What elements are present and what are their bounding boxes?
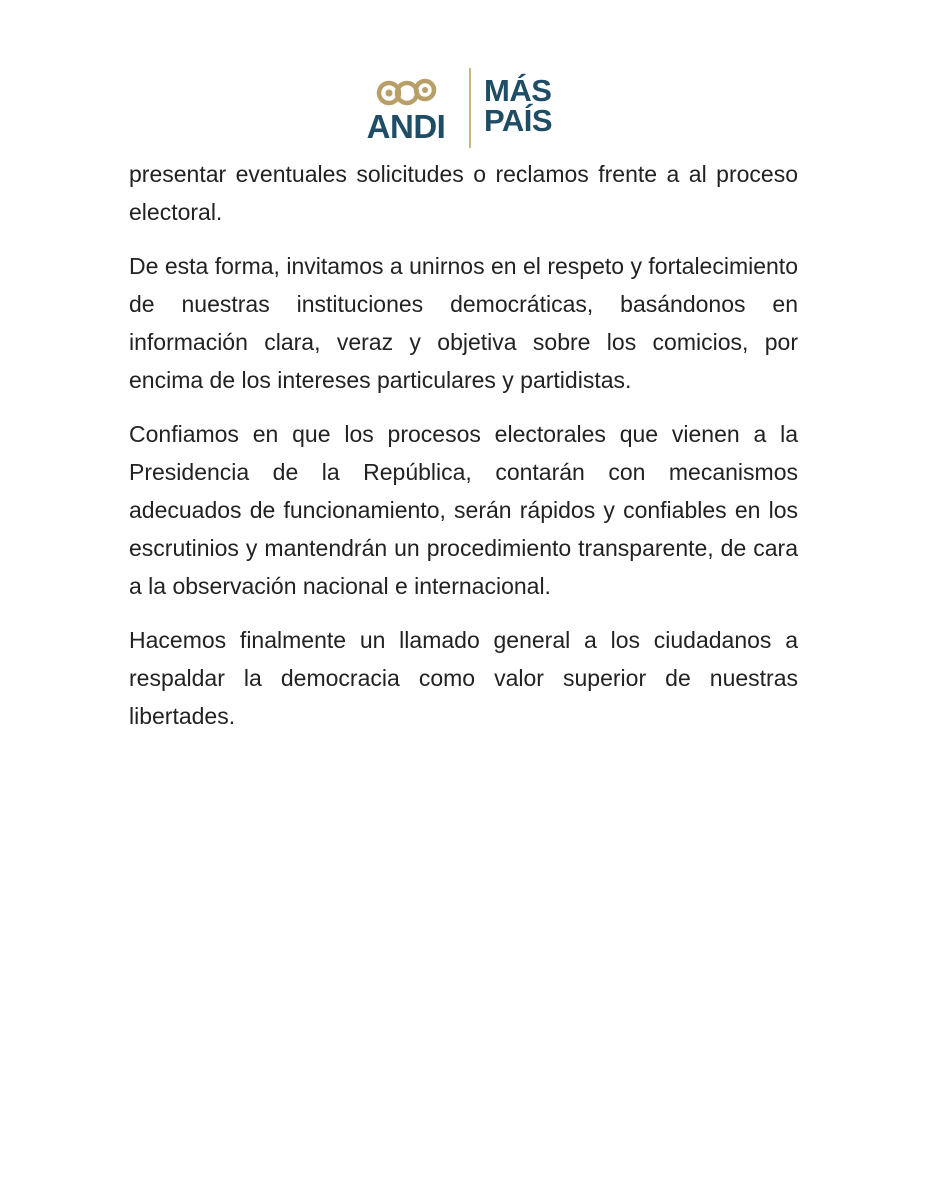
mas-pais-line-2: PAÍS bbox=[484, 103, 553, 138]
andi-wordmark: ANDI bbox=[366, 108, 446, 145]
andi-logo bbox=[356, 74, 456, 146]
mas-pais-logo bbox=[484, 73, 584, 144]
logo-divider bbox=[469, 68, 471, 148]
paragraph: presentar eventuales solicitudes o reclamos frente a al proceso electoral. bbox=[129, 161, 798, 225]
paragraph: De esta forma, invitamos a unirnos en el respeto y fortalecimiento de nuestras instituciones democráticas, basándonos en información clara, veraz y objetiva sobre los comicios, por encima de los intereses particulares y partidistas. bbox=[129, 253, 798, 393]
paragraph: Confiamos en que los procesos electorales que vienen a la Presidencia de la República, contarán con mecanismos adecuados de funcionamiento, serán rápidos y confiables en los escrutinios y mantendrán un procedimiento transparente, de cara a la observación nacional e internacional. bbox=[129, 421, 798, 599]
paragraph: Hacemos finalmente un llamado general a los ciudadanos a respaldar la democracia como valor superior de nuestras libertades. bbox=[129, 627, 798, 729]
andi-infinity-emblem-icon bbox=[374, 74, 438, 110]
document-body bbox=[129, 155, 798, 751]
mas-pais-line-1: MÁS bbox=[484, 73, 552, 108]
document-header bbox=[0, 64, 927, 148]
